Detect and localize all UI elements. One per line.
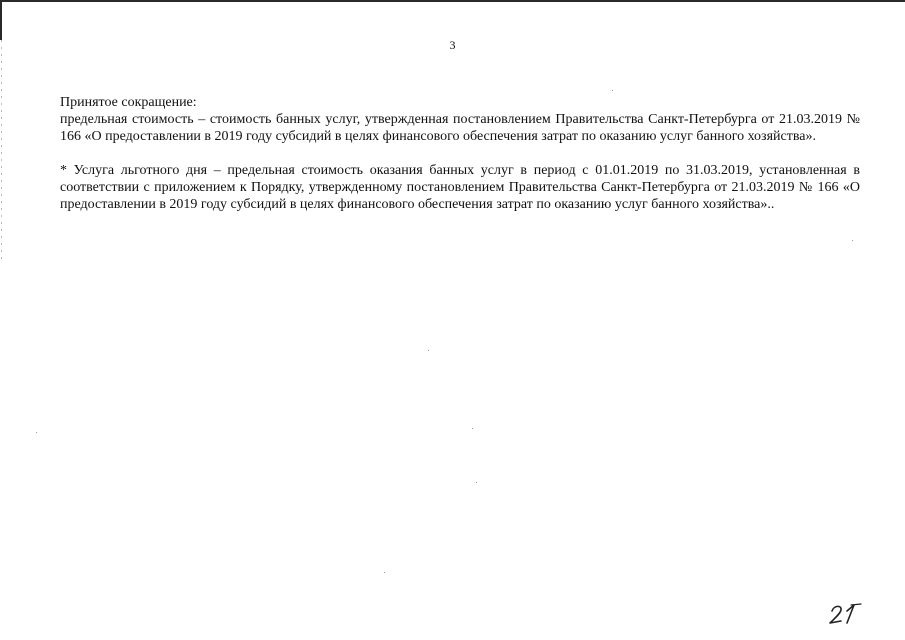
page-number: 3	[449, 38, 456, 52]
abbreviation-definition: предельная стоимость – стоимость банных услуг, утвержденная постановлением Правительства Санкт-Петербурга от 21.03.2019 № 166 «О предоставлении в 2019 году субсидий в целях финансового обеспечения затрат по оказанию услуг банного хозяйства».	[60, 112, 860, 144]
paragraph-spacer	[60, 145, 860, 162]
scan-speck	[472, 428, 473, 429]
scan-speck	[384, 572, 385, 573]
footnote-text: * Услуга льготного дня – предельная стоимость оказания банных услуг в период с 01.01.2019 по 31.03.2019, установленная в соответствии с приложением к Порядку, утвержденному постановлением Правительства Санкт-Петербурга от 21.03.2019 № 166 «О предоставлении в 2019 году субсидий в целях финансового обеспечения затрат по оказанию услуг банного хозяйства»..	[60, 163, 860, 212]
scan-speck	[36, 432, 37, 433]
scan-border-top	[0, 0, 905, 2]
scan-border-left	[0, 0, 2, 40]
scan-speck	[428, 350, 429, 351]
scan-speck	[612, 90, 613, 91]
scan-speck	[476, 482, 477, 483]
scan-speck	[852, 240, 853, 241]
abbreviation-heading: Принятое сокращение:	[60, 95, 197, 110]
handwritten-page-mark	[827, 602, 867, 626]
scan-border-left-faint	[1, 40, 2, 260]
document-body	[60, 94, 860, 213]
